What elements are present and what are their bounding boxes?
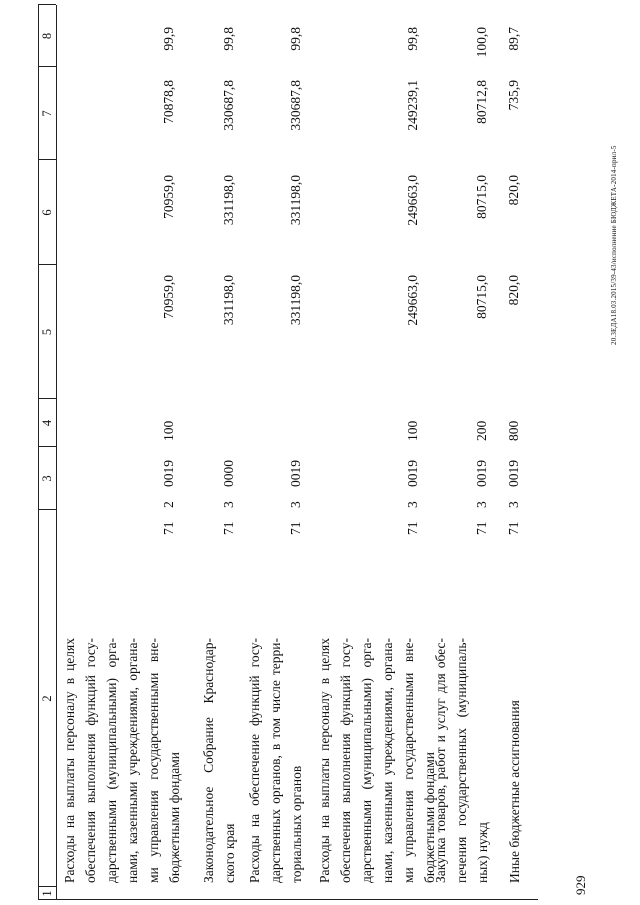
row-value-col6: 80715,0	[474, 175, 489, 219]
header-col-3: 3	[40, 475, 54, 482]
row-value-col8: 89,7	[506, 27, 521, 51]
header-top-border	[38, 5, 39, 900]
row-code-type: 800	[506, 420, 521, 441]
description-line: Расходы на выплаты персоналу в целях	[62, 638, 77, 883]
row-value-col5: 331198,0	[288, 275, 303, 326]
column-border-left	[38, 899, 538, 900]
table-row-description	[430, 638, 493, 883]
row-code-subsection: 3	[474, 501, 489, 508]
row-value-col5: 80715,0	[474, 275, 489, 319]
row-code-section: 71	[474, 521, 489, 535]
row-code-subsection: 3	[221, 501, 236, 508]
row-value-col8: 99,9	[161, 27, 176, 51]
row-code-section: 71	[161, 521, 176, 535]
row-value-col7: 330687,8	[288, 80, 303, 131]
table-row-description	[504, 638, 525, 883]
description-line: нами, казенными учреждениями, органа-	[125, 638, 140, 883]
row-value-col7: 330687,8	[221, 80, 236, 131]
row-code-type: 100	[405, 420, 420, 441]
row-code-target: 0019	[474, 460, 489, 487]
row-value-col6: 331198,0	[288, 175, 303, 226]
description-line: ных) нужд	[475, 822, 490, 883]
description-line: обеспечения выполнения функций госу-	[83, 638, 98, 883]
row-value-col5: 820,0	[506, 275, 521, 306]
row-code-subsection: 3	[288, 501, 303, 508]
table-row-description	[244, 638, 307, 883]
row-code-type: 200	[474, 420, 489, 441]
row-value-col6: 249663,0	[405, 175, 420, 226]
description-line: ского края	[222, 823, 237, 883]
description-line: Расходы на обеспечение функций госу-	[247, 638, 262, 883]
row-code-target: 0019	[506, 460, 521, 487]
row-code-subsection: 3	[405, 501, 420, 508]
row-value-col8: 100,0	[474, 27, 489, 58]
row-code-type: 100	[161, 420, 176, 441]
description-line: ми управления государственными вне-	[146, 638, 161, 883]
row-value-col7: 735,9	[506, 80, 521, 111]
row-code-target: 0019	[405, 460, 420, 487]
header-col-7: 7	[40, 110, 54, 117]
description-line: бюджетными фондами	[167, 752, 182, 883]
description-line: печения государственных (муниципаль-	[454, 638, 469, 883]
row-value-col5: 331198,0	[221, 275, 236, 326]
row-value-col8: 99,8	[221, 27, 236, 51]
row-code-target: 0000	[221, 460, 236, 487]
row-value-col5: 249663,0	[405, 275, 420, 326]
description-line: дарственными (муниципальными) орга-	[359, 638, 374, 883]
description-line: нами, казенными учреждениями, органа-	[380, 638, 395, 883]
row-code-section: 71	[288, 521, 303, 535]
row-value-col7: 70878,8	[161, 80, 176, 124]
row-value-col5: 70959,0	[161, 275, 176, 319]
header-bottom-border	[56, 5, 57, 900]
row-code-target: 0019	[288, 460, 303, 487]
row-code-section: 71	[506, 521, 521, 535]
header-col-8: 8	[40, 32, 54, 40]
row-value-col7: 249239,1	[405, 80, 420, 131]
description-line: ми управления государственными вне-	[401, 638, 416, 883]
description-line: Иные бюджетные ассигнования	[507, 700, 522, 883]
description-line: Закупка товаров, работ и услуг для обес-	[433, 638, 448, 883]
header-col-2: 2	[40, 695, 54, 702]
description-line: обеспечения выполнения функций госу-	[338, 638, 353, 883]
row-code-section: 71	[221, 521, 236, 535]
row-value-col6: 331198,0	[221, 175, 236, 226]
description-line: Расходы на выплаты персоналу в целях	[317, 638, 332, 883]
row-code-subsection: 3	[506, 501, 521, 508]
table-row-description	[59, 638, 185, 883]
header-col-6: 6	[40, 209, 54, 216]
description-line: дарственных органов, в том числе терри-	[268, 638, 283, 883]
description-line: ториальных органов	[289, 765, 304, 883]
row-value-col6: 820,0	[506, 175, 521, 206]
row-value-col6: 70959,0	[161, 175, 176, 219]
row-code-subsection: 2	[161, 501, 176, 508]
header-col-4: 4	[40, 419, 54, 427]
row-value-col8: 99,8	[288, 27, 303, 51]
row-code-section: 71	[405, 521, 420, 535]
row-code-target: 0019	[161, 460, 176, 487]
header-col-5: 5	[40, 328, 54, 336]
description-line: Законодательное Собрание Краснодар-	[201, 638, 216, 883]
page-number: 929	[573, 875, 588, 895]
footer-document-code: 20.3ЕДА18.03.2015/39-43/исполнение БЮДЖЕТА-2014-прил-5	[610, 145, 618, 345]
header-col-1: 1	[40, 890, 54, 897]
description-line: бюджетными фондами	[422, 752, 437, 883]
description-line: дарственными (муниципальными) орга-	[104, 638, 119, 883]
row-value-col7: 80712,8	[474, 80, 489, 124]
table-row-description	[314, 638, 440, 883]
row-value-col8: 99,8	[405, 27, 420, 51]
table-row-description	[198, 638, 240, 883]
